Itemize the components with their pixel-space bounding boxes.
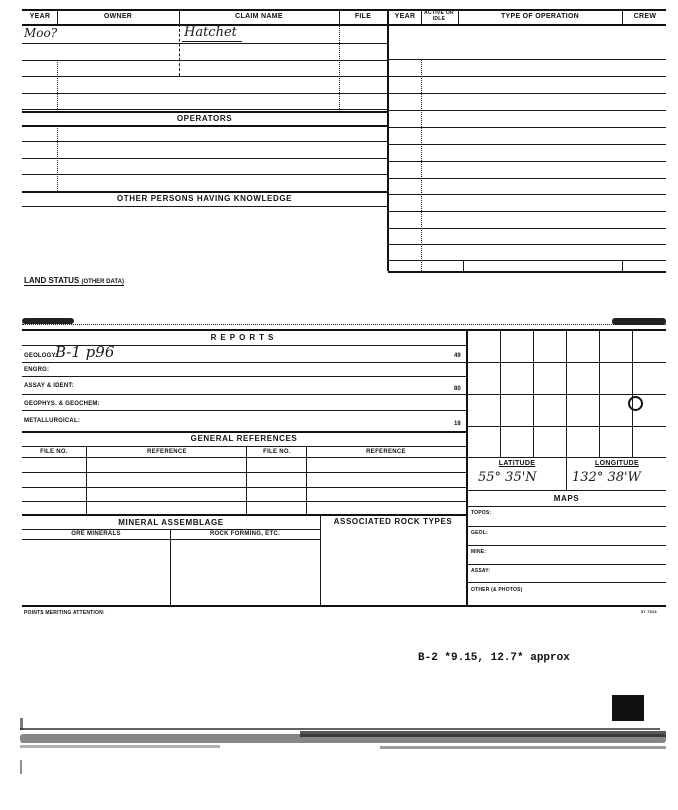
location-circle-marker: [628, 396, 643, 411]
points-meriting-attention: POINTS MERITING ATTENTION:: [24, 610, 105, 616]
form-number: 57 7813: [641, 609, 657, 614]
maps-title: MAPS: [553, 494, 580, 503]
report-geophys-label: GEOPHYS. & GEOCHEM:: [24, 401, 100, 407]
typed-note: B-2 *9.15, 12.7* approx: [418, 652, 570, 664]
latitude-value: 55° 35'N: [478, 470, 537, 485]
maps-other-label: OTHER (& PHOTOS): [471, 587, 523, 593]
latitude-label: LATITUDE: [498, 460, 536, 467]
claim-name-header: CLAIM NAME: [235, 13, 283, 20]
associated-rock-types: ASSOCIATED ROCK TYPES: [333, 517, 453, 526]
owner-header: OWNER: [103, 13, 133, 20]
report-geology-label: GEOLOGY:: [24, 353, 58, 359]
report-assay-label: ASSAY & IDENT:: [24, 383, 74, 389]
land-status-label: [24, 276, 124, 286]
active-idle-header: ACTIVE OR IDLE: [424, 10, 454, 22]
rock-forming-header: ROCK FORMING, ETC.: [209, 531, 281, 537]
report-geology-value: B-1 p96: [55, 343, 115, 361]
operators-title: OPERATORS: [176, 114, 233, 123]
maps-mine-label: MINE:: [471, 549, 487, 555]
report-metallurgical-label: METALLURGICAL:: [24, 418, 81, 424]
general-references-title: GENERAL REFERENCES: [190, 434, 298, 443]
longitude-label: LONGITUDE: [595, 460, 639, 467]
land-status-title: LAND STATUS: [24, 276, 80, 285]
maps-assay-label: ASSAY:: [471, 568, 491, 574]
year-header: YEAR: [29, 13, 51, 20]
longitude-value: 132° 38'W: [572, 470, 641, 485]
ref-reference-2: REFERENCE: [366, 449, 406, 455]
report-engrg-label: ENGRG:: [24, 367, 50, 373]
crew-header: CREW: [633, 13, 657, 20]
reports-title: REPORTS: [210, 333, 278, 342]
report-geology-num: 49: [454, 353, 461, 359]
ore-minerals-header: ORE MINERALS: [71, 531, 121, 537]
ref-file-no-2: FILE NO.: [263, 449, 291, 455]
file-header: FILE: [354, 13, 372, 20]
report-metallurgical-num: 18: [454, 421, 461, 427]
other-persons-title: OTHER PERSONS HAVING KNOWLEDGE: [116, 194, 293, 203]
report-assay-num: 80: [454, 386, 461, 392]
ref-reference-1: REFERENCE: [147, 449, 187, 455]
mineral-assemblage-title: MINERAL ASSEMBLAGE: [118, 518, 224, 527]
maps-topos-label: TOPOS:: [471, 510, 492, 516]
ref-file-no-1: FILE NO.: [40, 449, 68, 455]
ops-year-header: YEAR: [394, 13, 416, 20]
claim-year-entry: Moo?: [24, 26, 58, 40]
claim-name-entry: Hatchet: [184, 25, 237, 40]
land-status-sub: (OTHER DATA): [81, 279, 124, 285]
type-of-operation-header: TYPE OF OPERATION: [500, 13, 580, 20]
maps-geol-label: GEOL:: [471, 530, 488, 536]
